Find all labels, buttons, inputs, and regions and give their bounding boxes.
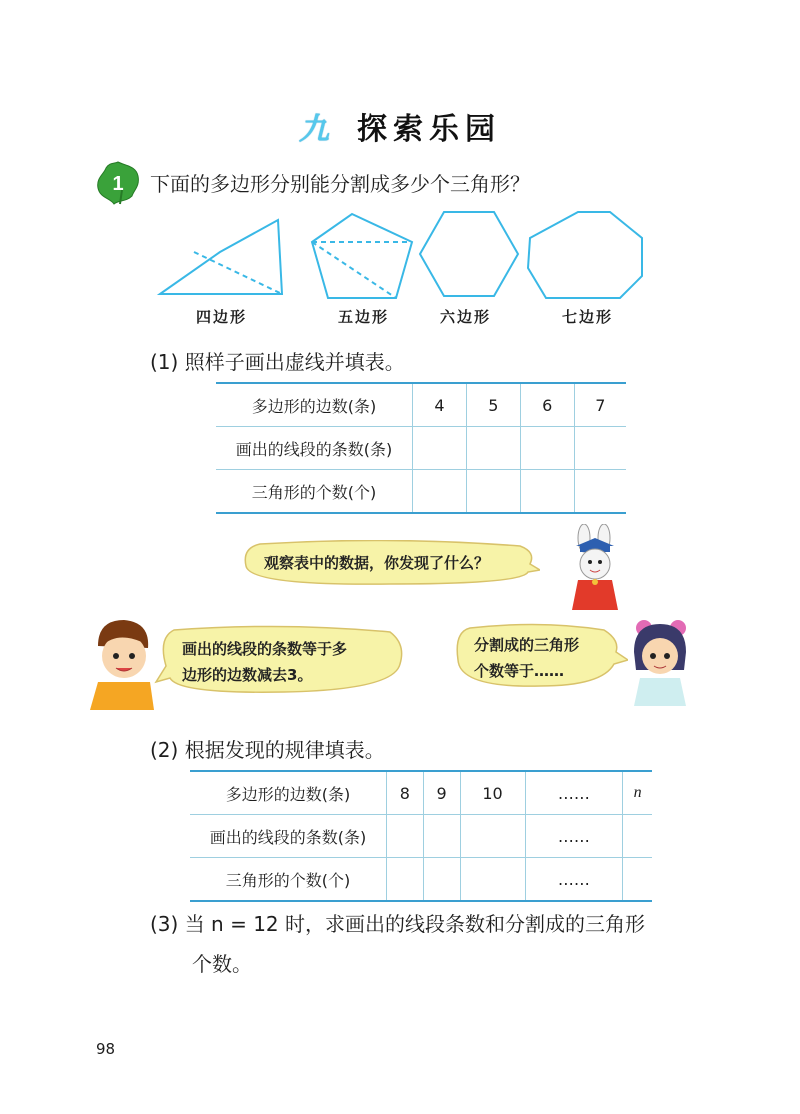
girl-bubble-text <box>474 632 579 684</box>
table2-header-cell: …… <box>525 771 623 815</box>
table2-header-cell: 9 <box>423 771 460 815</box>
boy-character-illustration <box>88 616 156 712</box>
table1-answer-cell[interactable] <box>466 470 520 514</box>
table1-answer-cell[interactable] <box>413 427 467 470</box>
pentagon-shape <box>312 214 412 298</box>
part1-label: (1) <box>150 350 179 374</box>
label-quadrilateral: 四边形 <box>196 308 248 326</box>
part3-text-line2: 个数。 <box>192 952 252 976</box>
part2-instruction <box>150 734 385 763</box>
table1-header-cell: 4 <box>413 383 467 427</box>
boy-bubble-line2: 边形的边数减去3。 <box>182 666 313 684</box>
part1-text: 照样子画出虚线并填表。 <box>184 350 405 374</box>
rabbit-character-illustration <box>560 524 630 614</box>
part2-label: (2) <box>150 738 179 762</box>
question-number-leaf-icon <box>96 160 140 206</box>
part3-line1 <box>150 904 710 944</box>
girl-character-illustration <box>624 616 694 706</box>
rabbit-bubble-text: 观察表中的数据，你发现了什么？ <box>264 554 490 572</box>
heptagon-shape <box>528 212 642 298</box>
table2 <box>190 770 652 902</box>
table2-row-label: 三角形的个数(个) <box>190 858 387 902</box>
label-hexagon: 六边形 <box>440 308 492 326</box>
table1-answer-cell[interactable] <box>520 427 574 470</box>
page-number: 98 <box>96 1040 116 1058</box>
part2-text: 根据发现的规律填表。 <box>184 738 385 762</box>
table2-header-cell: n <box>623 771 652 815</box>
table2-header-cell: 8 <box>387 771 424 815</box>
table2-answer-cell[interactable] <box>623 858 652 902</box>
table2-answer-cell[interactable] <box>623 815 652 858</box>
polygons-figure <box>150 208 650 308</box>
table1-answer-cell[interactable] <box>574 470 626 514</box>
table2-ellipsis-cell: …… <box>525 815 623 858</box>
table1-answer-cell[interactable] <box>574 427 626 470</box>
table2-answer-cell[interactable] <box>387 858 424 902</box>
table2-answer-cell[interactable] <box>423 858 460 902</box>
table1-header-cell: 5 <box>466 383 520 427</box>
table-row <box>216 427 626 470</box>
part3-label: (3) <box>150 912 179 936</box>
table-row <box>216 470 626 514</box>
table2-answer-cell[interactable] <box>460 858 525 902</box>
table2-row-label: 画出的线段的条数(条) <box>190 815 387 858</box>
girl-bubble-line2: 个数等于…… <box>474 662 565 680</box>
table-row <box>190 858 652 902</box>
table1-header-cell: 7 <box>574 383 626 427</box>
table1-header-row <box>216 383 626 427</box>
boy-bubble-text <box>182 636 347 688</box>
hexagon-shape <box>420 212 518 296</box>
label-heptagon: 七边形 <box>562 308 614 326</box>
table2-answer-cell[interactable] <box>423 815 460 858</box>
chapter-title: 探索乐园 <box>357 112 501 147</box>
label-pentagon: 五边形 <box>338 308 390 326</box>
question-prompt: 下面的多边形分别能分割成多少个三角形？ <box>150 172 530 196</box>
table2-header-cell: 多边形的边数(条) <box>190 771 387 815</box>
table2-header-cell: 10 <box>460 771 525 815</box>
quadrilateral-shape <box>160 220 282 294</box>
girl-bubble-line1: 分割成的三角形 <box>474 636 580 654</box>
part3-instruction <box>150 904 710 984</box>
part3-text-line1: 当 n = 12 时，求画出的线段条数和分割成的三角形 <box>184 912 646 936</box>
table2-answer-cell[interactable] <box>460 815 525 858</box>
table1-answer-cell[interactable] <box>520 470 574 514</box>
table1-answer-cell[interactable] <box>413 470 467 514</box>
table-row <box>190 815 652 858</box>
table1-header-cell: 6 <box>520 383 574 427</box>
table2-answer-cell[interactable] <box>387 815 424 858</box>
question-number: 1 <box>112 173 124 195</box>
part1-instruction <box>150 346 405 375</box>
table1-row-label: 三角形的个数(个) <box>216 470 413 514</box>
table2-ellipsis-cell: …… <box>525 858 623 902</box>
table2-header-row <box>190 771 652 815</box>
table1 <box>216 382 626 514</box>
table1-answer-cell[interactable] <box>466 427 520 470</box>
table1-row-label: 画出的线段的条数(条) <box>216 427 413 470</box>
boy-bubble-line1: 画出的线段的条数等于多 <box>182 640 348 658</box>
table1-header-cell: 多边形的边数(条) <box>216 383 413 427</box>
chapter-heading <box>0 104 800 148</box>
quadrilateral-diagonal <box>194 252 282 294</box>
chapter-number: 九 <box>299 112 335 147</box>
